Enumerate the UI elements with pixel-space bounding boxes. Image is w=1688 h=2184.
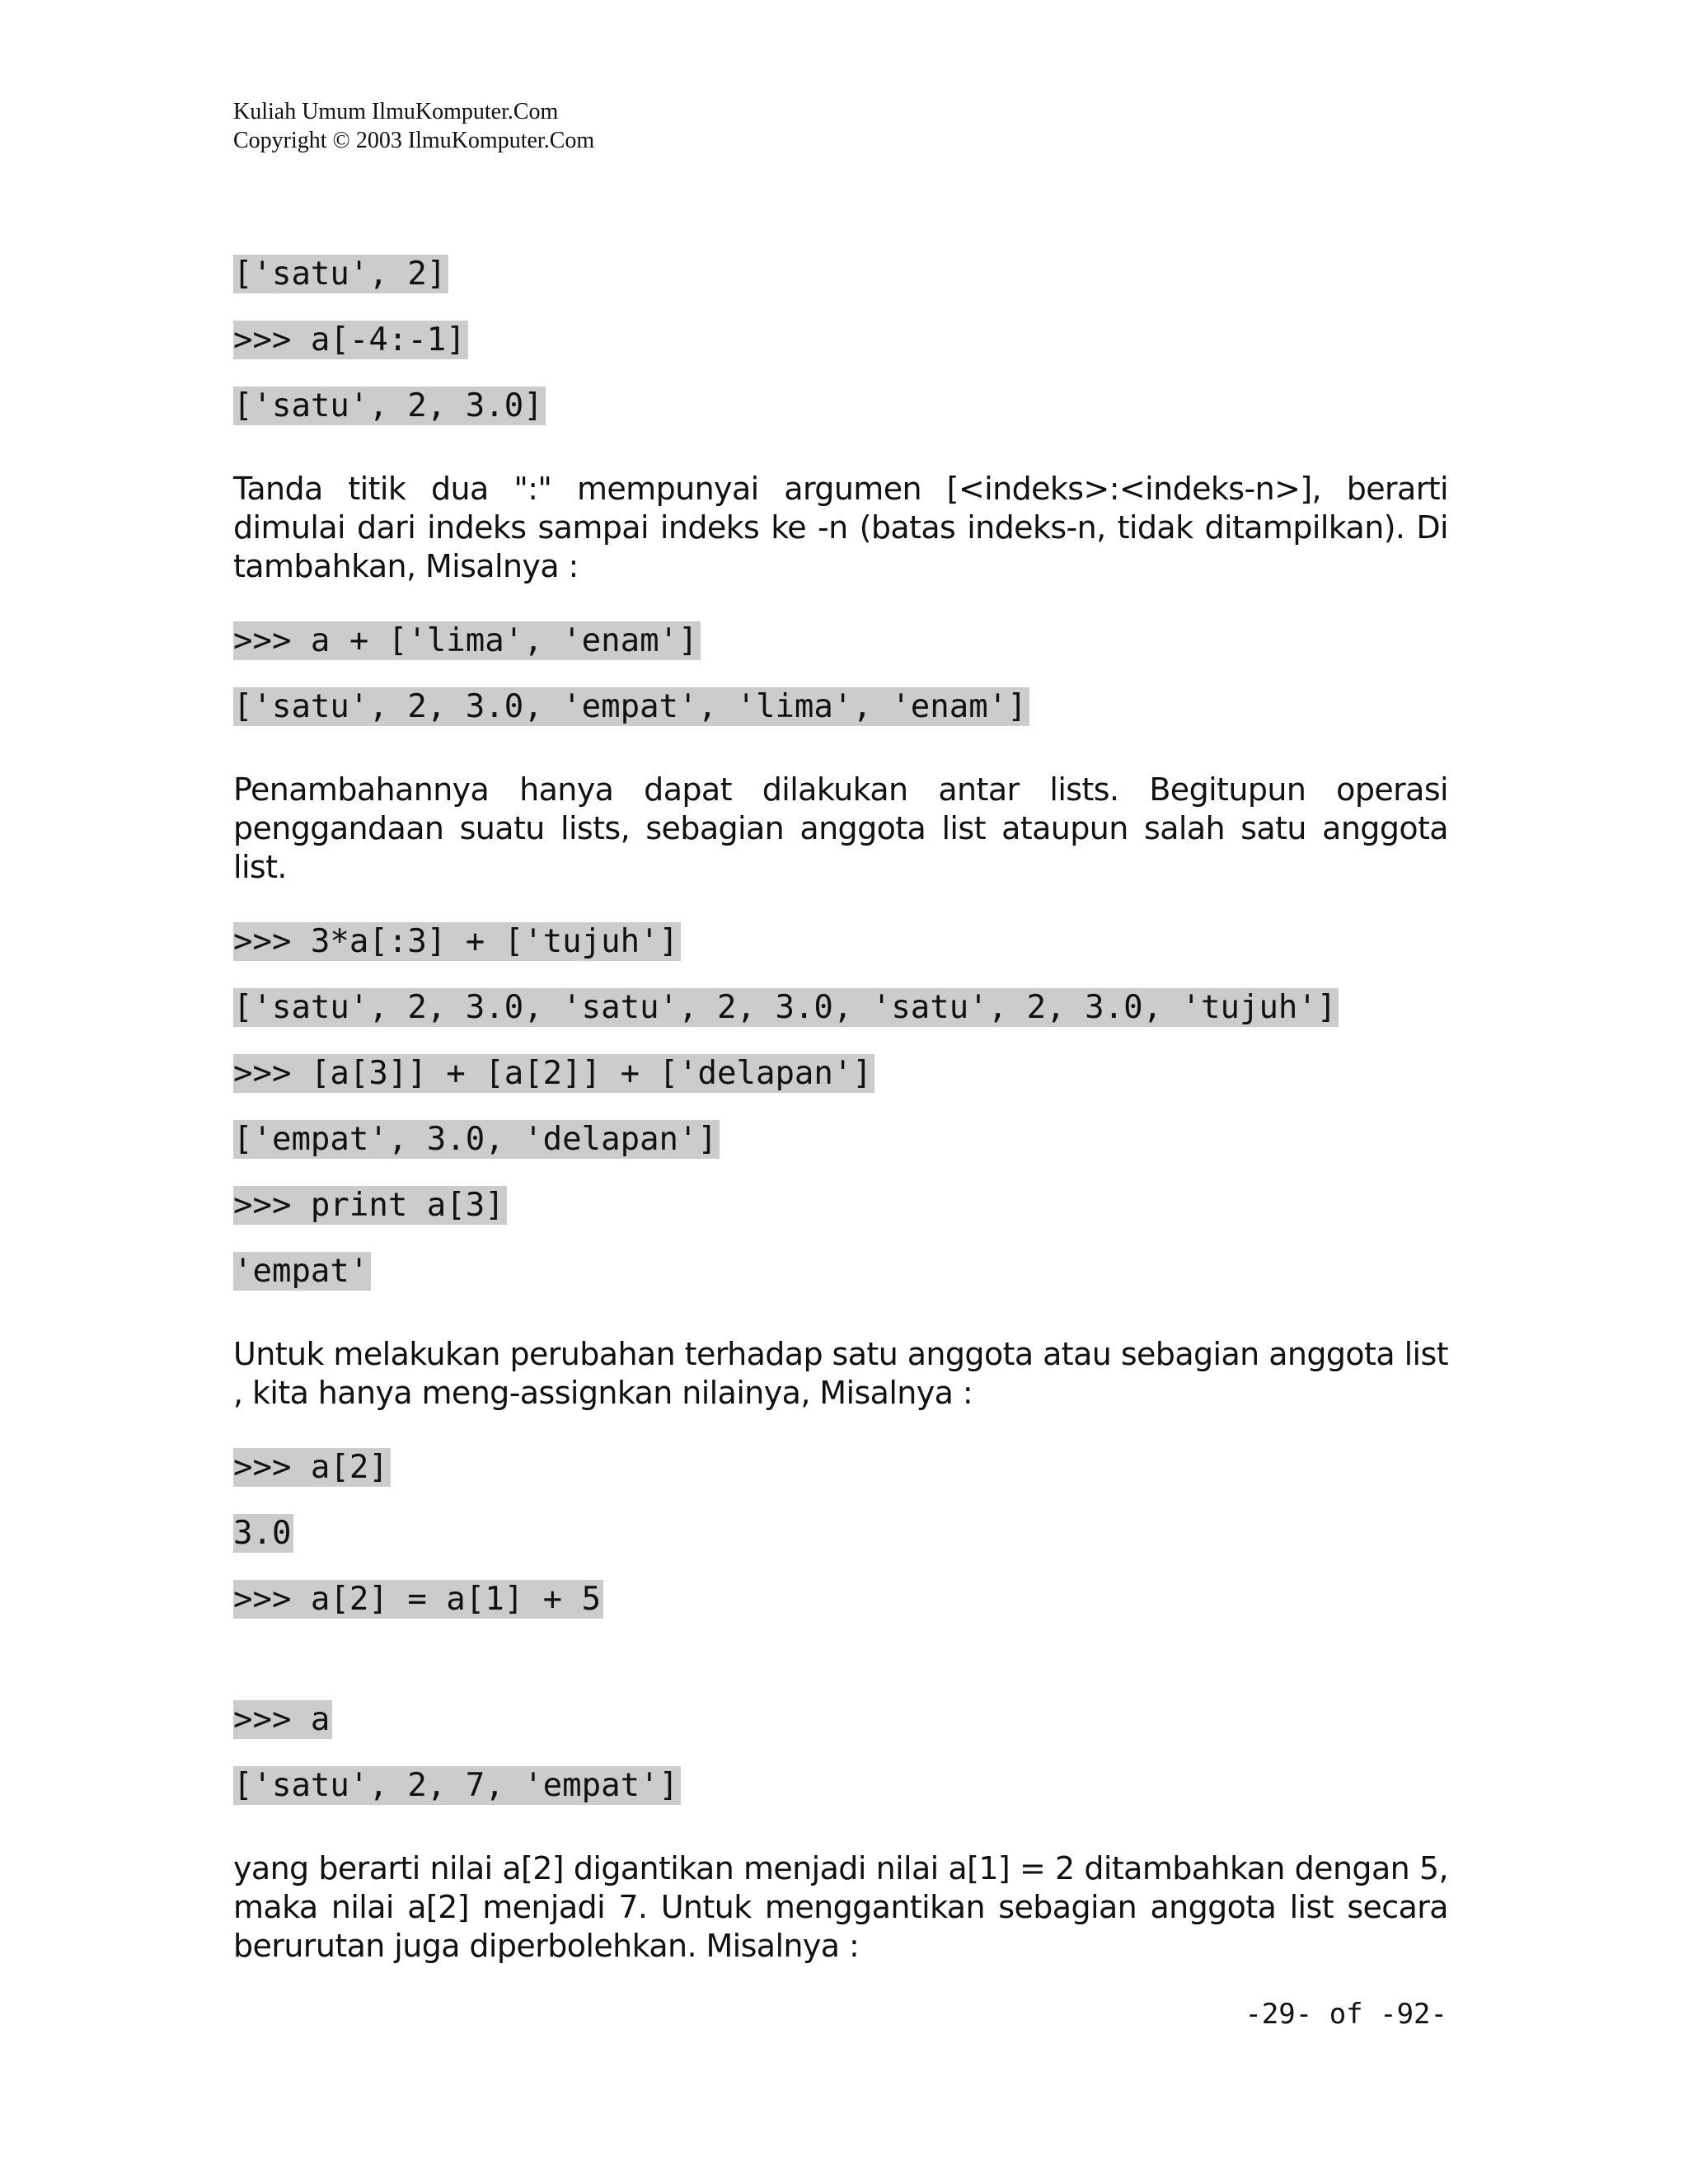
paragraph-result-explanation: yang berarti nilai a[2] digantikan menjadi nilai a[1] = 2 ditambahkan dengan 5, maka nilai a[2] menjadi 7. Untuk menggantikan sebagian anggota list secara berurutan juga diperbolehkan. Misalnya : (233, 1850, 1448, 1964)
page-number: -29- of -92- (1245, 1998, 1447, 2031)
code-line: ['satu', 2, 3.0, 'satu', 2, 3.0, 'satu', 2, 3.0, 'tujuh'] (233, 989, 1448, 1027)
code-line: ['satu', 2] (233, 255, 1448, 293)
header-copyright: Copyright © 2003 IlmuKomputer.Com (233, 128, 595, 153)
code-line: ['satu', 2, 3.0, 'empat', 'lima', 'enam'] (233, 688, 1448, 726)
page-header (233, 97, 594, 155)
paragraph-assignment-explanation: Untuk melakukan perubahan terhadap satu anggota atau sebagian anggota list , kita hanya meng-assignkan nilainya, Misalnya : (233, 1336, 1448, 1411)
header-course-title: Kuliah Umum IlmuKomputer.Com (233, 99, 559, 124)
code-line: >>> a[2] (233, 1449, 1448, 1487)
code-line: >>> a + ['lima', 'enam'] (233, 622, 1448, 660)
code-line: 3.0 (233, 1515, 1448, 1553)
code-line: >>> a[-4:-1] (233, 321, 1448, 359)
code-line: >>> print a[3] (233, 1187, 1448, 1225)
code-line: >>> a[2] = a[1] + 5 (233, 1581, 1448, 1619)
code-line: 'empat' (233, 1253, 1448, 1291)
paragraph-slice-explanation: Tanda titik dua ":" mempunyai argumen [<indeks>:<indeks-n>], berarti dimulai dari indeks sampai indeks ke -n (batas indeks-n, tidak ditampilkan). Di tambahkan, Misalnya : (233, 471, 1448, 584)
paragraph-concatenation-explanation: Penambahannya hanya dapat dilakukan antar lists. Begitupun operasi penggandaan suatu lists, sebagian anggota list ataupun salah satu anggota list. (233, 771, 1448, 885)
document-body (233, 255, 1448, 2002)
blank-gap (233, 1647, 1448, 1701)
code-line: ['empat', 3.0, 'delapan'] (233, 1121, 1448, 1159)
code-line: ['satu', 2, 7, 'empat'] (233, 1767, 1448, 1805)
code-line: >>> 3*a[:3] + ['tujuh'] (233, 923, 1448, 961)
code-line: >>> a (233, 1701, 1448, 1739)
code-line: ['satu', 2, 3.0] (233, 387, 1448, 425)
code-line: >>> [a[3]] + [a[2]] + ['delapan'] (233, 1055, 1448, 1093)
